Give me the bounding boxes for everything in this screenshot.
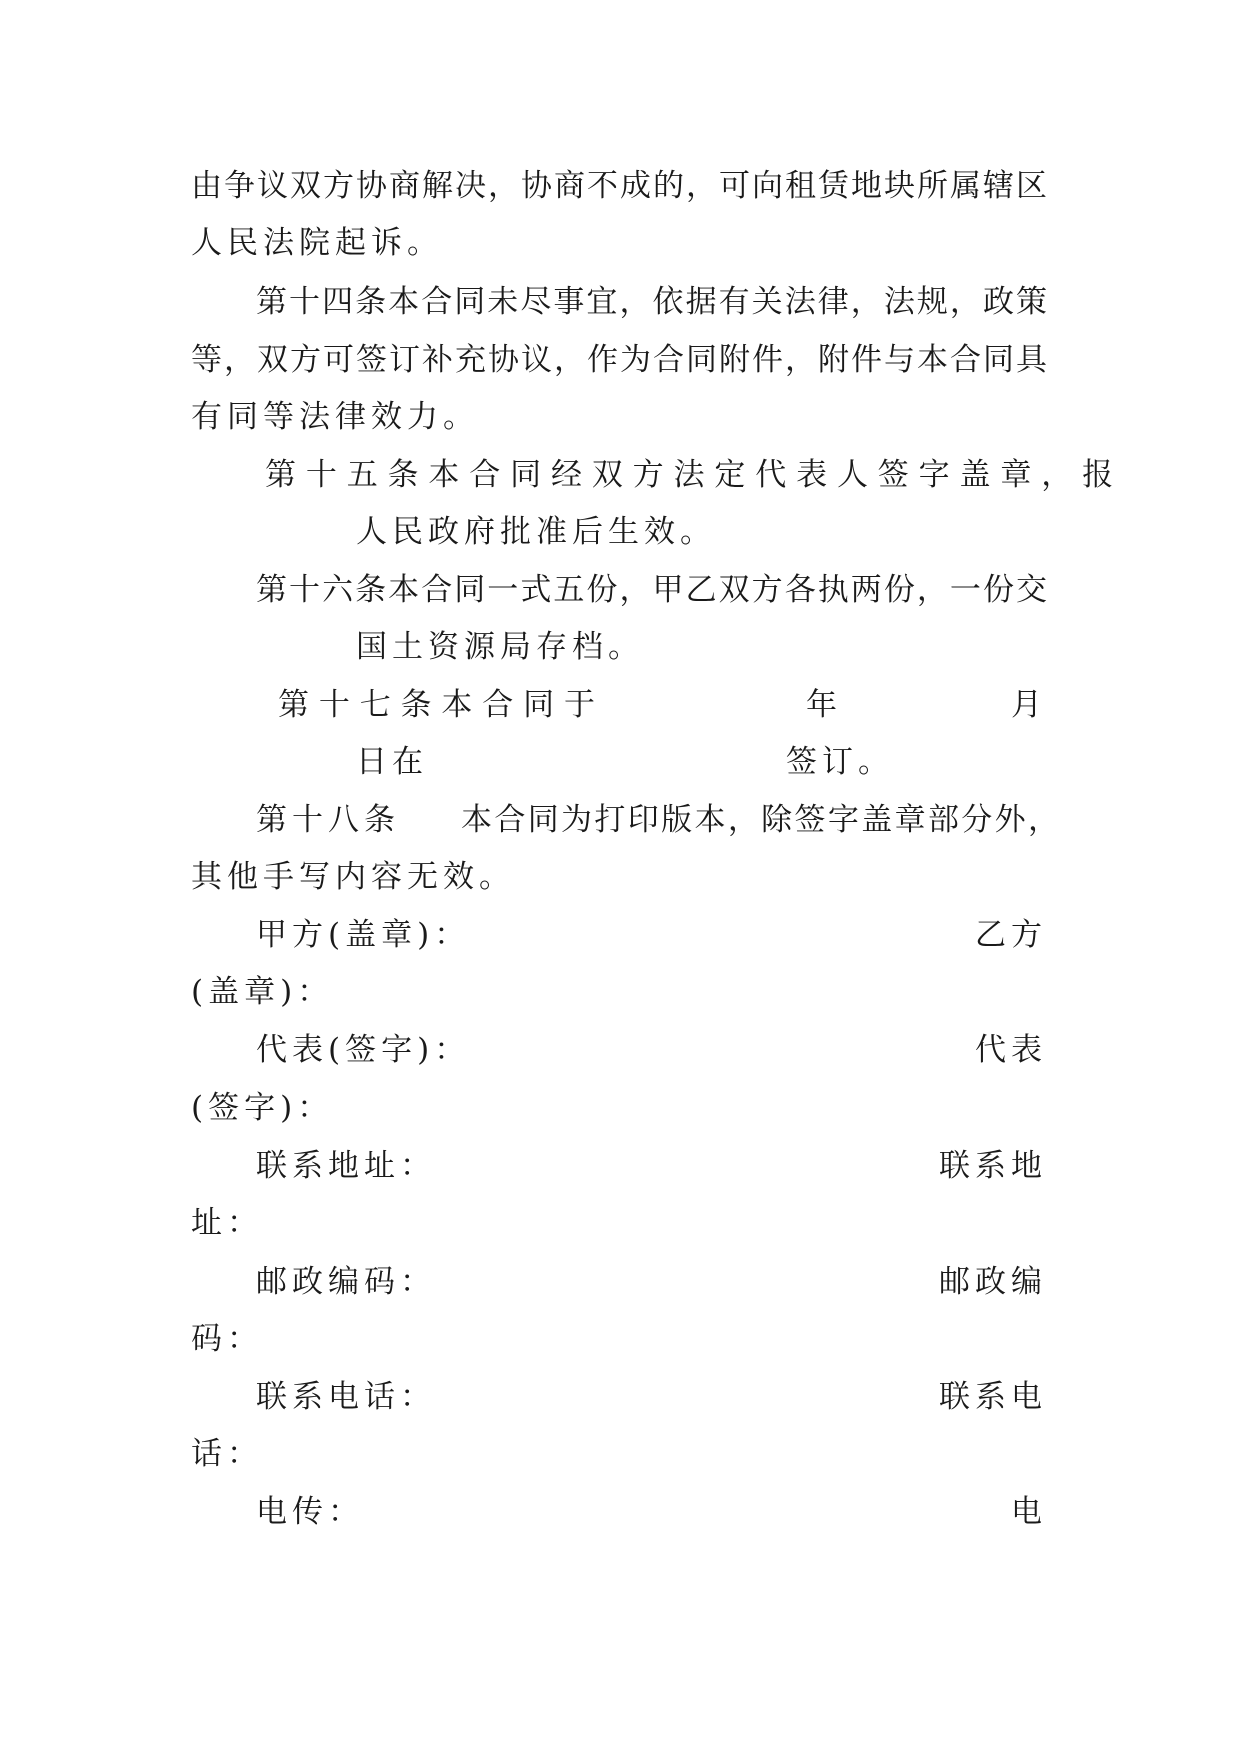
clause-14-line-2: 等，双方可签订补充协议，作为合同附件，附件与本合同具 bbox=[191, 342, 1047, 378]
clause-18-line-1: 本合同为打印版本，除签字盖章部分外， bbox=[461, 802, 1059, 838]
party-b-seal-label: 乙方 bbox=[975, 917, 1047, 953]
party-b-rep-label-cont: (签字)： bbox=[191, 1090, 334, 1126]
clause-16-line-2: 国土资源局存档。 bbox=[356, 629, 644, 665]
party-a-seal-label: 甲方(盖章)： bbox=[256, 917, 471, 953]
party-b-rep-label: 代表 bbox=[975, 1032, 1047, 1068]
clause-18-title: 第十八条 bbox=[256, 802, 400, 838]
party-b-address-label: 联系地 bbox=[939, 1148, 1047, 1184]
clause-17-signed: 签订。 bbox=[786, 744, 894, 780]
clause-13-end: 人民法院起诉。 bbox=[191, 225, 443, 261]
party-b-postcode-label: 邮政编 bbox=[939, 1264, 1047, 1300]
party-b-address-label-cont: 址： bbox=[191, 1205, 263, 1241]
clause-17-line-1: 第 十 七 条 本 合 同 于 bbox=[278, 687, 595, 723]
clause-17-month: 月 bbox=[1011, 687, 1047, 723]
party-a-postcode-label: 邮政编码： bbox=[256, 1264, 436, 1300]
clause-14-line-1: 第十四条本合同未尽事宜，依据有关法律，法规，政策 bbox=[256, 284, 1047, 320]
party-a-address-label: 联系地址： bbox=[256, 1148, 436, 1184]
party-b-fax-label: 电 bbox=[1011, 1494, 1047, 1530]
party-a-phone-label: 联系电话： bbox=[256, 1379, 436, 1415]
party-b-seal-label-cont: (盖章)： bbox=[191, 974, 334, 1010]
clause-13-continuation: 由争议双方协商解决，协商不成的，可向租赁地块所属辖区 bbox=[191, 168, 1047, 204]
clause-15-line-2: 人民政府批准后生效。 bbox=[356, 514, 716, 550]
clause-16-line-1: 第十六条本合同一式五份，甲乙双方各执两份，一份交 bbox=[256, 572, 1047, 608]
clause-17-year: 年 bbox=[806, 687, 842, 723]
clause-18-line-2: 其他手写内容无效。 bbox=[191, 859, 515, 895]
party-a-rep-label: 代表(签字)： bbox=[256, 1032, 471, 1068]
clause-17-day-place: 日在 bbox=[356, 744, 428, 780]
party-a-fax-label: 电传： bbox=[256, 1494, 364, 1530]
party-b-phone-label-cont: 话： bbox=[191, 1436, 263, 1472]
clause-14-line-3: 有同等法律效力。 bbox=[191, 399, 479, 435]
clause-15-line-1: 第 十 五 条 本 合 同 经 双 方 法 定 代 表 人 签 字 盖 章 ， 报 bbox=[265, 457, 1114, 493]
party-b-phone-label: 联系电 bbox=[939, 1379, 1047, 1415]
party-b-postcode-label-cont: 码： bbox=[191, 1321, 263, 1357]
